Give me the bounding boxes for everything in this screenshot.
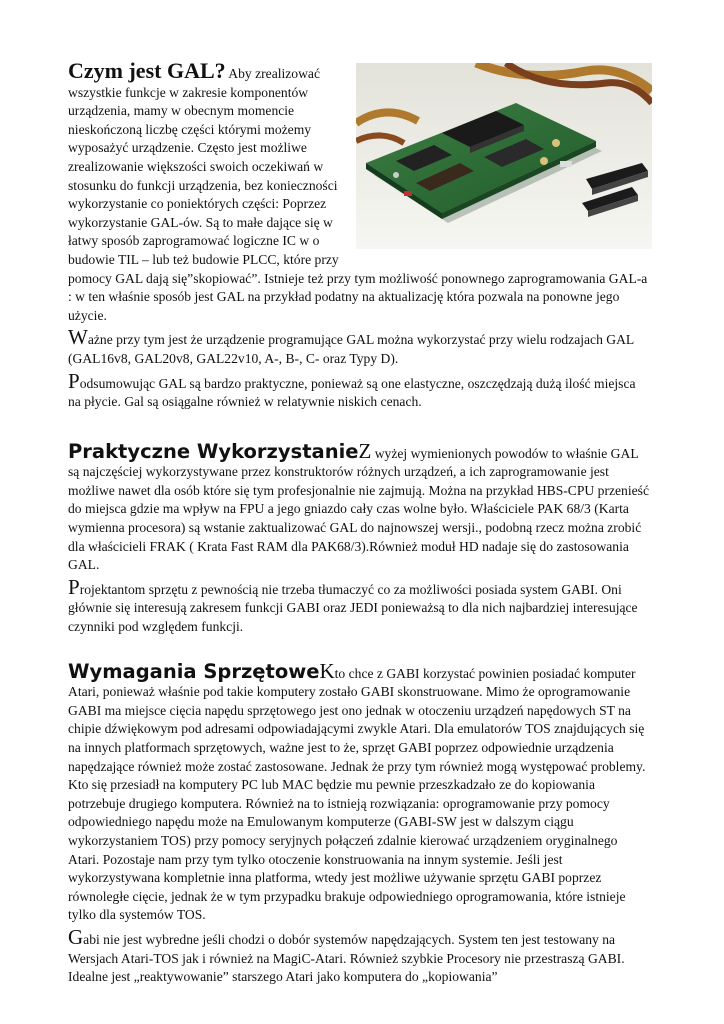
paragraph-text: odsumowując GAL są bardzo praktyczne, ponieważ są one elastyczne, oszczędzają dużą ilość miejsca na płycie. Gal są osiągalne również w relatywnie niskich cenach. bbox=[68, 375, 636, 410]
paragraph bbox=[68, 368, 650, 412]
paragraph bbox=[68, 438, 650, 575]
dropcap: K bbox=[319, 658, 335, 683]
paragraph bbox=[68, 658, 650, 925]
section-heading-wymagania-sprzetowe: Wymagania Sprzętowe bbox=[68, 659, 320, 683]
paragraph bbox=[68, 325, 650, 368]
paragraph-text: rojektantom sprzętu z pewnością nie trzeba tłumaczyć co za możliwości posiada system GABI. Oni głównie się interesują zakresem funkcji GABI oraz JEDI ponieważsą to dla nich najbardziej interesujące czynniki pod względem funkcji. bbox=[68, 581, 638, 635]
dropcap: Z bbox=[358, 438, 372, 463]
section-heading-praktyczne-wykorzystanie: Praktyczne Wykorzystanie bbox=[68, 439, 359, 463]
dropcap: P bbox=[68, 574, 80, 599]
document-page bbox=[68, 58, 650, 987]
paragraph bbox=[68, 574, 650, 637]
circuit-board-illustration bbox=[356, 63, 652, 249]
paragraph-text: abi nie jest wybredne jeśli chodzi o dobór systemów napędzających. System ten jest testowany na Wersjach Atari-TOS jak i również na MagiC-Atari. Również szybkie Procesory nie przestraszą GABI. Idealne jest „reaktywowanie” starszego Atari jako komputera do „kopiowania” bbox=[68, 931, 625, 985]
paragraph bbox=[68, 924, 650, 987]
dropcap: P bbox=[68, 368, 80, 393]
circuit-board-photo bbox=[356, 63, 652, 249]
paragraph-text: Aby zrealizować wszystkie funkcje w zakresie komponentów urządzenia, mamy w obecnym momencie nieskończoną liczbę części którymi możemy wyposażyć urządzenie. Często jest możliwe zrealizowanie większości swoich oczekiwań w stosunku do funkcji urządzenia, bez konieczności wykorzystanie co poniektórych części: Poprzez wykorzystanie GAL-ów. Są to małe dające się w łatwy sposób zaprogramować logiczne IC w o budowie TIL – lub też budowie PLCC, które przy pomocy GAL dają się”skopiować”. Istnieje też przy tym możliwość ponownego zaprogramowania GAL-a : w ten właśnie sposób jest GAL na przykład podatny na aktualizację która pozwala na ponowne jego użycie. bbox=[68, 66, 648, 323]
dropcap: W bbox=[68, 325, 88, 350]
dropcap: G bbox=[68, 924, 84, 949]
paragraph-text: ażne przy tym jest że urządzenie programujące GAL można wykorzystać przy wielu rodzajach GAL (GAL16v8, GAL20v8, GAL22v10, A-, B-, C- oraz Typy D). bbox=[68, 332, 634, 366]
section-heading-czym-jest-gal: Czym jest GAL? bbox=[68, 58, 226, 83]
paragraph bbox=[68, 58, 650, 325]
paragraph-text: wyżej wymienionych powodów to właśnie GAL są najczęściej wykorzystywane przez konstruktorów różnych urządzeń, a ich zaprogramowanie jest możliwe nawet dla osób które się tym profesjonalnie nie zajmują. Można na przykład HBS-CPU przenieść do miejsca gdzie ma wpływ na FPU a jego gniazdo cały czas wolne było. Właściciele PAK 68/3 (Karta wymienna procesora) są wstanie zaktualizować GAL do najnowszej wersji., podobną rzecz można zrobić dla właścicieli FRAK ( Krata Fast RAM dla PAK68/3).Również moduł HD nadaje się do zastosowania GAL. bbox=[68, 445, 649, 573]
paragraph-text: to chce z GABI korzystać powinien posiadać komputer Atari, ponieważ właśnie pod takie komputery zostało GABI skonstruowane. Mimo że oprogramowanie GABI ma miejsce cięcia napędu sprzętowego jest ono jednak w otoczeniu urządzeń napędowych ST na chipie dźwiękowym pod adresami odpowiadającymi zwykle Atari. Dla emulatorów TOS znajdujących się na innych platformach sprzętowych, ważne jest to że, sprzęt GABI poprzez odpowiednie urządzenia napędzające również może zostać zastosowane. Jednak że przy tym również mogą występować problemy. Kto się przesiadł na komputery PC lub MAC będzie mu pewnie przeszkadzało ze do kopiowania potrzebuje drugiego komputera. Również na to istnieją rozwiązania: oprogramowanie przy pomocy odpowiedniego napędu może na Emulowanym komputerze (GABI-SW jest w dalszym ciągu wykorzystaniem TOS) przy pomocy seryjnych połączeń zdalnie kierować urządzeniem oryginalnego Atari. Pozostaje nam przy tym tylko otoczenie konstruowania na innym systemie. Jeśli jest wykorzystywana kompletnie inna platforma, wtedy jest możliwe używanie sprzętu GABI poprzez równoległe cięcie, jednak że w tym przypadku brakuje odpowiedniego oprogramowania, które istnieje tylko dla systemów TOS. bbox=[68, 665, 646, 923]
